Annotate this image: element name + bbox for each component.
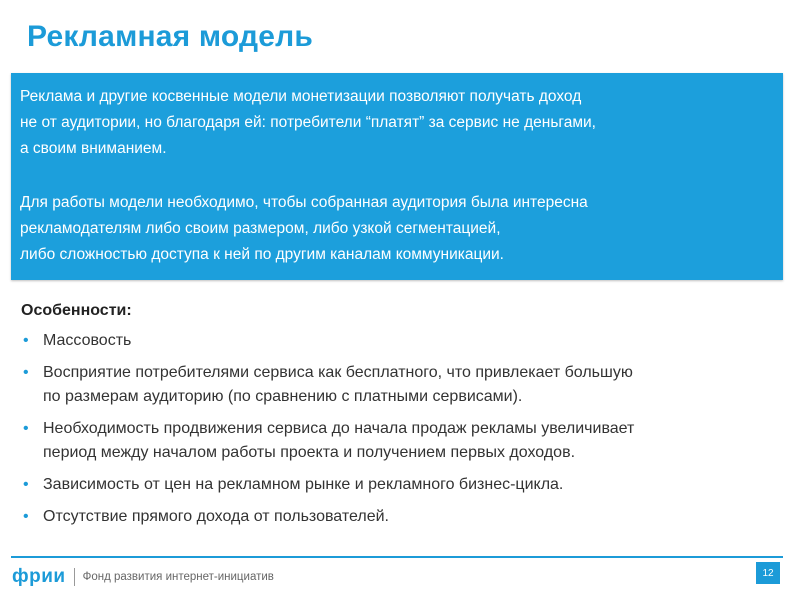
list-item (21, 329, 791, 353)
list-item-text: Зависимость от цен на рекламном рынке и рекламного бизнес-цикла. (43, 476, 564, 493)
features-heading: Особенности: (21, 302, 132, 319)
org-name: Фонд развития интернет-инициатив (82, 571, 274, 583)
bullet-icon: • (23, 364, 29, 381)
intro-paragraph-2 (20, 190, 780, 268)
page-number-badge: 12 (756, 562, 780, 584)
features-list (21, 329, 791, 529)
footer-divider-line (11, 556, 783, 558)
intro-line: Для работы модели необходимо, чтобы собранная аудитория была интересна (20, 194, 588, 211)
bullet-icon: • (23, 508, 29, 525)
bullet-icon: • (23, 332, 29, 349)
footer-separator (74, 568, 75, 586)
list-item-text: Массовость (43, 332, 132, 349)
intro-box (11, 73, 783, 280)
list-item-text: по размерам аудиторию (по сравнению с платными сервисами). (43, 388, 523, 405)
list-item-text: Необходимость продвижения сервиса до начала продаж рекламы увеличивает (43, 420, 635, 437)
slide-title: Рекламная модель (27, 20, 314, 53)
intro-line: рекламодателям либо своим размером, либо узкой сегментацией, (20, 220, 501, 237)
list-item (21, 473, 791, 497)
bullet-icon: • (23, 476, 29, 493)
list-item (21, 417, 791, 465)
list-item (21, 505, 791, 529)
intro-line: либо сложностью доступа к ней по другим каналам коммуникации. (20, 246, 504, 263)
frii-logo: фрии (12, 566, 66, 587)
list-item (21, 361, 791, 409)
intro-paragraph-1 (20, 84, 780, 162)
footer (12, 565, 274, 589)
intro-line: Реклама и другие косвенные модели монетизации позволяют получать доход (20, 88, 582, 105)
list-item-text: период между началом работы проекта и получением первых доходов. (43, 444, 576, 461)
intro-line: а своим вниманием. (20, 140, 167, 157)
intro-line: не от аудитории, но благодаря ей: потребители “платят” за сервис не деньгами, (20, 114, 596, 131)
bullet-icon: • (23, 420, 29, 437)
list-item-text: Восприятие потребителями сервиса как бесплатного, что привлекает большую (43, 364, 633, 381)
list-item-text: Отсутствие прямого дохода от пользователей. (43, 508, 389, 525)
features-section (21, 300, 791, 537)
